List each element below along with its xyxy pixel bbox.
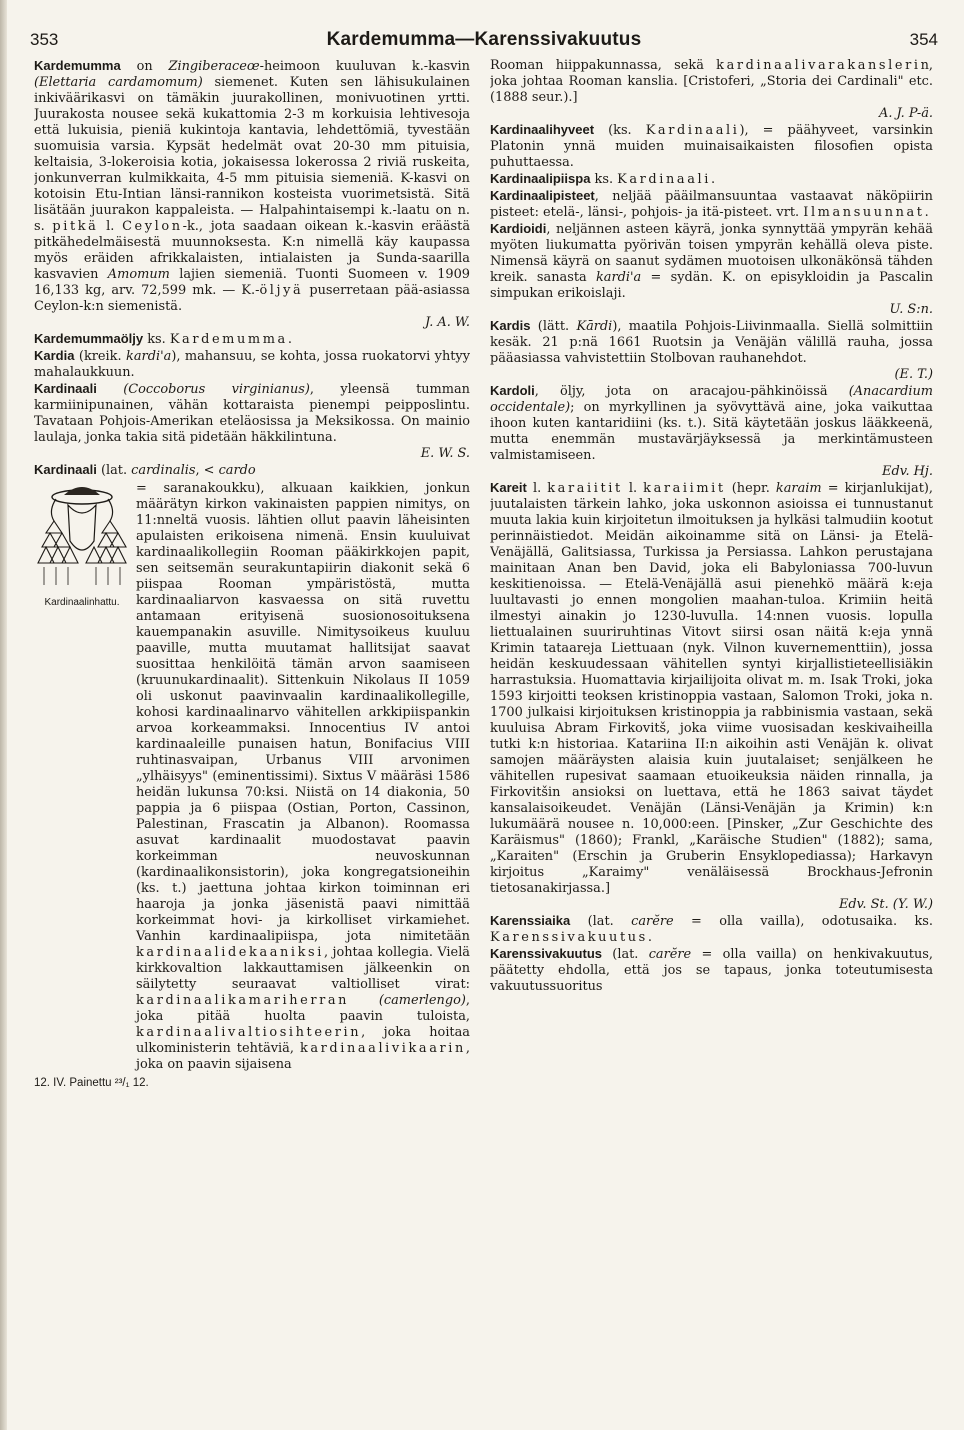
entry-karenssiaika: Karenssiaika (lat. carĕre = olla vailla), odotusaika. ks. Karenssivakuutus. [490,913,933,945]
headword: Kardia [34,348,75,363]
entry-kardinaali-bird: Kardinaali (Coccoborus virginianus), yleensä tumman karmiinipunainen, vähän kottaraista pienempi peipposlintu. Tavataan Pohjois-Amerikan eteläosissa ja Meksikossa. On mainio laulaja, jonka takia sitä pidetään häkkilintuna. E. W. S. [34,381,470,461]
entry-kardinaalihyveet: Kardinaalihyveet (ks. Kardinaali), = päähyveet, varsinkin Platonin ynnä muiden muinaisaikaisten filosofien opista puhuttaessa. [490,122,933,170]
left-column [34,58,470,1378]
entry-kardia: Kardia (kreik. kardi'a), mahansuu, se kohta, jossa ruokatorvi yhtyy mahalaukkuun. [34,348,470,380]
author-signature: E. W. S. [420,446,470,461]
headword: Kardinaalipiispa [490,171,591,186]
headword: Karenssivakuutus [490,946,602,961]
cardinal-hat-figure [34,481,130,1073]
entry-kardoli: Kardoli, öljy, jota on aracajou-pähkinöissä (Anacardium occidentale); on myrkyllinen ja syövyttävä aine, joka vaikuttaa ihoon kuten kantaridiini (ks. t.). Sitä käytetään joskus lääkkeenä, mutta enemmän mustavärjäyksessä ja merkintämusteen valmistamiseen. Edv. Hj. [490,383,933,479]
entry-kardemummaoljy: Kardemummaöljy ks. Kardemumma. [34,331,292,347]
headword: Kardinaalihyveet [490,122,595,137]
author-signature: Edv. St. (Y. W.) [838,897,933,912]
print-footer: 12. IV. Painettu ²³/₁ 12. [34,1077,149,1089]
headword: Kardoli [490,383,535,398]
entry-text-wrap: = saranakoukku), alkuaan kaikkien, jonkun määrätyn kirkon vakinaisten pappien nimitys, on 11:nneltä vuosis. lähtien ollut paavin läheisinten apulaisten erikoisena nimenä. Ensin kuuluivat kardinaalikollegiin Rooman pääkirkkojen papit, sen seitsemän seurakuntapiirin diakonit sekä 6 piispaa Rooman ympäristöstä, mutta kardinaaliarvon kasvaessa on sitä ruvettu antamaan erityisenä suosionosoituksena kauempanakin asuville. Nimitysoikeus kuuluu paaville, mutta muutamat hallitsijat saavat suosittaa henkilöitä tämän arvon saamiseen (kruunukardinaalit). Sittenkuin Nikolaus II 1059 oli uskonut paavinvaalin kardinaalikollegille, kohosi kardinaalinarvo vähitellen arkkipiispankin arvoa korkeammaksi. Innocentius IV antoi kardinaaleille punaisen hatun, Bonifacius VIII ruhtinasvaipan, Urbanus VIII arvonimen „ylhäisyys" (eminentissimi). Sixtus V määräsi 1586 heidän lukunsa 70:ksi. Niistä on 14 diakonia, 50 pappia ja 6 piispaa (Ostian, Porton, Cassinon, Palestinan, Frascatin ja Albanon). Roomassa asuvat kardinaalit muodostavat paavin korkeimman neuvoskunnan (kardinaalikonsistorin), joka kongregatsioneihin (ks. t.) jaettuna johtaa kirkon toiminnan eri haaroja ja jonka jäsenistä paavi nimittää korkeimmat hovi- ja kirkolliset virkamiehet. Vanhin kardinaalipiispa, jota nimitetään kardinaalidekaaniksi, johtaa kollegia. Vielä kirkkovaltion lakkauttamisen jälkeenkin on säilytetty seuraavat valtiolliset virat: kardinaalikamariherran (camerlengo), joka pitää huolta paavin tuloista, kardinaalivaltiosihteerin, joka hoitaa ulkoministerin tehtäviä, kardinaalivikaarin, joka on paavin sijaisena [136,481,470,1072]
author-signature: Edv. Hj. [882,464,933,479]
entry-karenssivakuutus: Karenssivakuutus (lat. carĕre = olla vailla) on henkivakuutus, päätetty ehdolla, että jos se tapaus, jonka toteutumisesta vakuutussuoritus [490,946,933,994]
author-signature: U. S:n. [889,302,933,317]
headword: Kareit [490,480,527,495]
cross-reference: Kardinaali [645,123,740,138]
cross-reference: Ilmansuunnat [803,205,925,220]
entry-kardinaalipisteet: Kardinaalipisteet, neljää pääilmansuuntaa vastaavat näköpiirin pisteet: etelä-, länsi-, pohjois- ja itä-pisteet. vrt. Ilmansuunnat. [490,188,933,220]
cross-reference: Karenssivakuutus [490,930,648,945]
headword: Kardioidi [490,221,547,236]
entry-kardinaali-church: Kardinaali (lat. cardinalis, < cardo [34,462,256,478]
headword: Kardemummaöljy [34,331,144,346]
right-page-number: 354 [909,30,938,49]
author-signature: J. A. W. [425,315,470,330]
headword: Kardemumma [34,58,121,73]
headword: Kardinaali [34,381,97,396]
headword: Karenssiaika [490,913,571,928]
headword: Kardinaali [34,462,97,477]
cross-reference: Kardemumma [169,332,288,347]
entry-kardinaalipiispa: Kardinaalipiispa ks. Kardinaali. [490,171,716,187]
book-spine-edge [0,0,7,1430]
right-column [490,58,933,1378]
running-title: Kardemumma—Karenssivakuutus [326,29,642,50]
entry-kardis: Kardis (lätt. Kārdi), maatila Pohjois-Liivinmaalla. Siellä solmittiin kesäk. 21 p:nä 1661 Ruotsin ja Venäjän välillä rauha, jossa pääasiassa vahvistettiin Stolbovan rauhanehdot. (E. T.) [490,318,933,382]
entry-kardioidi: Kardioidi, neljännen asteen käyrä, jonka synnyttää ympyrän kehää myöten liukumatta pyörivän toisen ympyrän kehällä oleva piste. Nimensä käyrä on saanut sydämen muotoisen ulkonäkönsä tähden kreik. sanasta kardi'a = sydän. K. on episykloidin ja Pascalin simpukan erikoislaji. U. S:n. [490,221,933,317]
figure-caption: Kardinaalinhattu. [44,597,120,608]
cross-reference: Kardinaali [617,172,711,187]
left-page-number: 353 [30,30,59,49]
cardinal-hat-icon [34,481,130,593]
figure-block [34,481,470,1073]
author-signature: (E. T.) [894,367,933,382]
running-header [30,26,938,54]
entry-continuation: Rooman hiippakunnassa, sekä kardinaalivarakanslerin, joka johtaa Rooman kanslia. [Cristoferi, „Storia dei Cardinali" etc. (1888 seur.).] A. J. P-ä. [490,58,933,121]
headword: Kardis [490,318,531,333]
author-signature: A. J. P-ä. [879,106,933,121]
headword: Kardinaalipisteet [490,188,595,203]
entry-kardemumma: Kardemumma on Zingiberaceœ-heimoon kuuluvan k.-kasvin (Elettaria cardamomum) siemenet. Kuten sen lähisukulainen inkiväärikasvi on tämäkin juurakollinen, monivuotinen yrtti. Juurakosta nousee sekä kukattomia 2-3 m korkuisia lehtivesoja että lukuisia, pieniä kukintoja kantavia, lehdettömiä, tyvestään suomuisia varsia. Kypsät hedelmät ovat 20-30 mm pituisia, keltaisia, 3-lokeroisia kotia, jokaisessa lokerossa 2 riviä ruskeita, jonkunverran kulmikkaita, 4-5 mm pituisia siemeniä. K-kasvi on kotoisin Etu-Intian länsi-rannikon kosteista vuorimetsistä. Sitä lisätään juurakon kappaleista. — Halpahintaisempi k.-laatu on n. s. pitkä l. Ceylon-k., jota saadaan oikean k.-kasvin eräästä pitkähedelmäisestä muunnoksesta. K:n nimellä käy kaupassa myös eräiden afrikkalaisten, intialaisten ja Sunda-saarilla kasvavien Amomum lajien siemeniä. Tuonti Suomeen v. 1909 16,133 kg, arv. 72,599 mk. — K.-öljyä puserretaan pää-asiassa Ceylon-k:n siemenistä. J. A. W. [34,58,470,330]
entry-kareit: Kareit l. karaiitit l. karaiimit (hepr. karaim = kirjanlukijat), juutalaisten tärkein lahko, joka uskonnon asioissa ei tunnustanut muuta lakia kuin kirjoitetun ilmoituksen ja hylkäsi talmudiin kootut perinnäistiedot. Meidän aikoinamme sitä on Länsi- ja Etelä-Venäjällä, Galitsiassa, Turkissa ja Persiassa. Lahkon perustajana mainitaan Anan ben David, joka eli Babyloniassa 700-luvun keskitienoissa. — Etelä-Venäjällä asui pienehkö määrä k:eja luultavasti jo ennen mongolien maahan-tuloa. Krimiin heitä ilmestyi ainakin jo 1230-luvulla. 14:nnen vuosis. lopulla liettualainen suuriruhtinas Vitovt siirsi osan näitä k:eja ynnä Krimin tataareja Liettuaan (nyk. Vilnon kuvernementtiin), jossa heidän keskuudessaan vähitellen syntyi kirjallistieteellisiäkin harrastuksia. Huomattavia kirjailijoita olivat m. m. Isak Troki, joka 1593 kirjoitti teoksen kristinoppia vastaan, Salomon Troki, joka n. 1700 julkaisi kirjoituksen kristinoppia ja rabbinismia vastaan, sekä kuuluisa Abram Firkovitš, joka viime vuosisadan keskivaiheilla tutki k:n historiaa. Katariina II:n aikoihin asti Venäjän k. olivat samojen määräysten alaisia kuin juutalaiset; senjälkeen he vähitellen rupesivat saamaan etuoikeuksia näiden rinnalla, ja Firkovitšin ansioksi on luettava, että he 1863 saivat täydet kansalaisoikeudet. Venäjän (Länsi-Venäjän ja Krimin) k:n lukumäärä nousee n. 10,000:een. [Pinsker, „Zur Geschichte des Karäismus" (1860); Frankl, „Karäische Studien" (1882); sama, „Karaiten" (Erschin ja Gruberin Ensyklopediassa); Harkavyn kirjoitus „Karaimy" venäläisessä Brockhaus-Jefronin tietosanakirjassa.] Edv. St. (Y. W.) [490,480,933,912]
